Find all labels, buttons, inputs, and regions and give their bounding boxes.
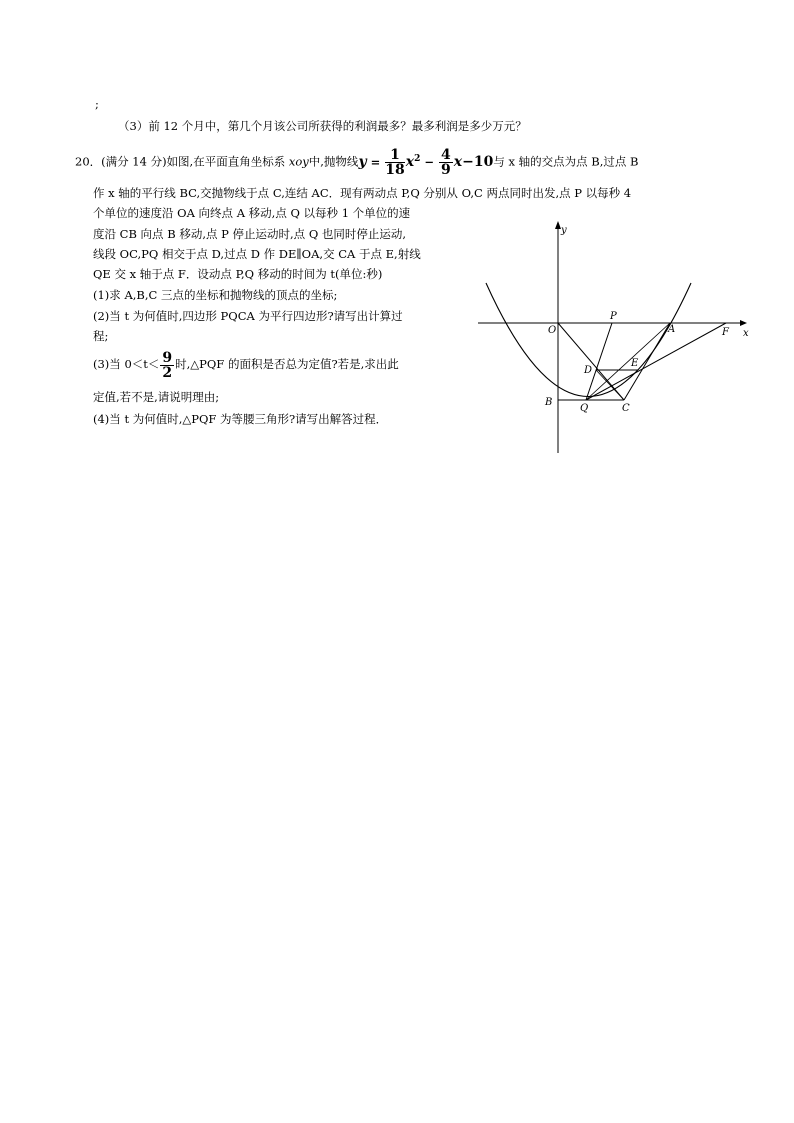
q20-intro-c: 与 x 轴的交点为点 B,过点 B [493,154,639,169]
fraction-1-18: $\frac{1}{18}$ [385,147,405,178]
q20-number: 20． [75,154,102,169]
q20-part4: (4)当 t 为何值时,△PQF 为等腰三角形?请写出解答过程． [93,412,388,426]
q20-intro-a: 如图,在平面直角坐标系 [166,154,289,169]
label-D: D [584,365,593,376]
parabola-equation: y = $\frac{1}{18}$ $x^2$ − $\frac{4}{9}$ x−10 [358,147,494,178]
label-O: O [548,325,557,336]
q20-part2a: (2)当 t 为何值时,四边形 PQCA 为平行四边形?请写出计算过 [93,309,403,323]
q20-line3: 个单位的速度沿 OA 向终点 A 移动,点 Q 以每秒 1 个单位的速 [93,206,411,220]
semicolon: ; [95,97,99,111]
geometry-figure [470,215,770,455]
fraction-9-2: $\frac{9}{2}$ [162,349,173,381]
ray-QF [586,323,726,400]
q20-score: (满分 14 分) [101,154,167,169]
label-F: F [722,327,729,338]
q20-intro-b: 中,抛物线 [308,154,359,169]
fraction-4-9: $\frac{4}{9}$ [441,147,451,178]
label-P: P [610,311,617,322]
label-E: E [631,358,639,369]
q20-part1: (1)求 A,B,C 三点的坐标和抛物线的顶点的坐标; [93,288,338,302]
label-C: C [622,403,630,414]
segment-OC [558,323,624,400]
q20-line6: QE 交 x 轴于点 F．设动点 P,Q 移动的时间为 t(单位:秒) [93,267,383,281]
label-A: A [668,324,676,335]
x-axis-arrow [740,320,747,326]
q20-line4: 度沿 CB 向点 B 移动,点 P 停止运动时,点 Q 也同时停止运动, [93,227,407,241]
label-y: y [561,225,567,236]
q19-part3: （3）前 12 个月中，第几个月该公司所获得的利润最多？最多利润是多少万元？ [118,119,527,133]
q20-part2b: 程; [93,329,109,343]
q20-line1 [75,148,639,177]
q20-part3b: 定值,若不是,请说明理由; [93,390,220,404]
q20-line2: 作 x 轴的平行线 BC,交抛物线于点 C,连结 AC．现有两动点 P,Q 分别从 O,C 两点同时出发,点 P 以每秒 4 [93,186,632,200]
q20-line5: 线段 OC,PQ 相交于点 D,过点 D 作 DE∥OA,交 CA 于点 E,射线 [93,247,421,261]
q20-part3: (3)当 0＜t＜ $\frac{9}{2}$ 时,△PQF 的面积是否总为定值?若是,求出此 [93,349,399,381]
q20-xoy: xoy [288,154,309,169]
label-Q: Q [580,403,589,414]
label-B: B [545,397,553,408]
label-x: x [743,328,749,339]
